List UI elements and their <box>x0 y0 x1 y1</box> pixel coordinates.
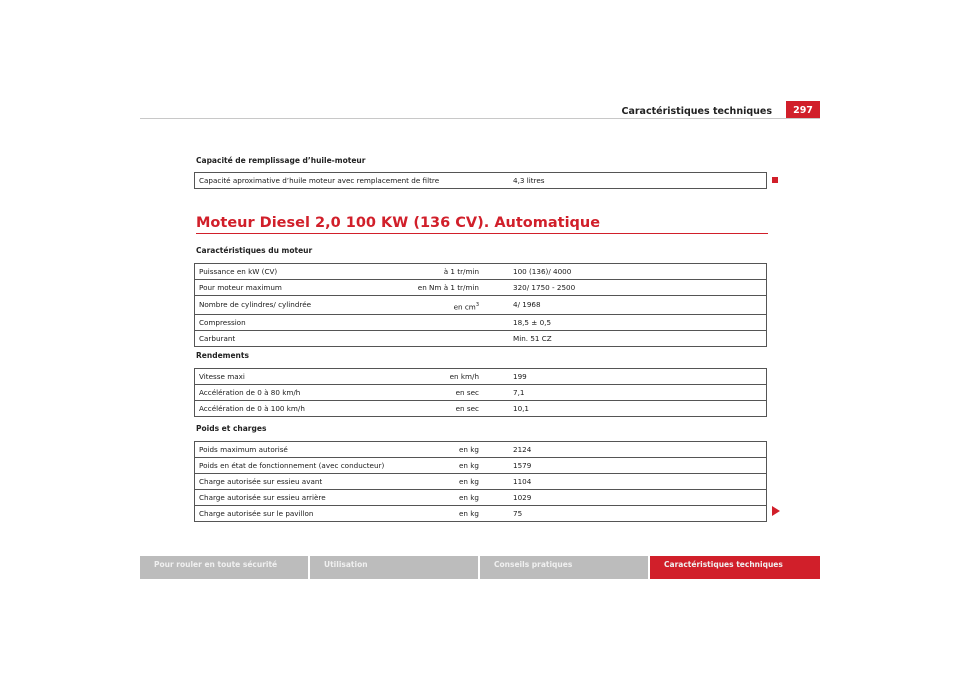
row-label: Charge autorisée sur essieu avant <box>199 477 323 486</box>
row-value: 199 <box>513 372 527 381</box>
row-unit: en sec <box>455 404 479 413</box>
row-label: Poids maximum autorisé <box>199 445 288 454</box>
row-label: Pour moteur maximum <box>199 283 282 292</box>
row-value: 1579 <box>513 461 532 470</box>
row-label: Accélération de 0 à 100 km/h <box>199 404 305 413</box>
row-label: Carburant <box>199 334 236 343</box>
row-value: 7,1 <box>513 388 525 397</box>
page-header-title: Caractéristiques techniques <box>621 106 772 117</box>
table-row <box>195 489 766 505</box>
row-label: Poids en état de fonctionnement (avec conducteur) <box>199 461 385 470</box>
row-label: Nombre de cylindres/ cylindrée <box>199 300 312 309</box>
weights-heading: Poids et charges <box>196 424 267 433</box>
row-value: 100 (136)/ 4000 <box>513 267 572 276</box>
continue-arrow-icon <box>772 506 780 516</box>
row-label: Accélération de 0 à 80 km/h <box>199 388 301 397</box>
footer-tab-tips[interactable]: Conseils pratiques <box>480 556 648 579</box>
row-value: 4/ 1968 <box>513 300 541 309</box>
table-row <box>195 314 766 330</box>
row-unit: en kg <box>459 509 479 518</box>
table-row <box>195 505 766 521</box>
table-row <box>195 264 766 279</box>
end-of-section-marker <box>772 177 778 183</box>
row-value: 10,1 <box>513 404 530 413</box>
weights-table <box>194 441 767 522</box>
row-unit: en kg <box>459 445 479 454</box>
oil-capacity-table <box>194 172 767 189</box>
row-label: Capacité aproximative d’huile moteur avec remplacement de filtre <box>199 176 440 185</box>
row-value: 1029 <box>513 493 532 502</box>
section-title: Moteur Diesel 2,0 100 KW (136 CV). Automatique <box>196 215 601 231</box>
engine-table <box>194 263 767 347</box>
row-label: Charge autorisée sur le pavillon <box>199 509 314 518</box>
page-number: 297 <box>786 101 820 119</box>
row-label: Compression <box>199 318 246 327</box>
row-value: 2124 <box>513 445 532 454</box>
row-value: 75 <box>513 509 523 518</box>
row-unit: en Nm à 1 tr/min <box>417 283 479 292</box>
table-row <box>195 442 766 457</box>
row-label: Charge autorisée sur essieu arrière <box>199 493 326 502</box>
row-value: Min. 51 CZ <box>513 334 552 343</box>
row-unit: en kg <box>459 477 479 486</box>
footer-tab-safety[interactable]: Pour rouler en toute sécurité <box>140 556 308 579</box>
table-row <box>195 384 766 400</box>
table-row <box>195 295 766 314</box>
row-unit: en km/h <box>449 372 479 381</box>
row-value: 18,5 ± 0,5 <box>513 318 552 327</box>
footer-tab-usage[interactable]: Utilisation <box>310 556 478 579</box>
header-divider <box>140 118 820 119</box>
row-unit: en kg <box>459 461 479 470</box>
oil-capacity-heading: Capacité de remplissage d’huile-moteur <box>196 156 366 165</box>
performance-table <box>194 368 767 417</box>
performance-heading: Rendements <box>196 351 249 360</box>
table-row <box>195 400 766 416</box>
engine-heading: Caractéristiques du moteur <box>196 246 313 255</box>
unit-superscript: 3 <box>475 302 479 308</box>
row-value: 4,3 litres <box>513 176 545 185</box>
row-label: Vitesse maxi <box>199 372 245 381</box>
row-label: Puissance en kW (CV) <box>199 267 278 276</box>
row-unit: à 1 tr/min <box>443 267 479 276</box>
table-row <box>195 279 766 295</box>
table-row <box>195 173 766 188</box>
row-unit-text: en cm <box>453 302 476 312</box>
row-value: 320/ 1750 - 2500 <box>513 283 576 292</box>
table-row <box>195 369 766 384</box>
section-divider <box>196 233 768 234</box>
table-row <box>195 457 766 473</box>
row-value: 1104 <box>513 477 532 486</box>
row-unit: en sec <box>455 388 479 397</box>
table-row <box>195 473 766 489</box>
row-unit-with-superscript <box>454 302 479 311</box>
table-row <box>195 330 766 346</box>
row-unit: en kg <box>459 493 479 502</box>
footer-tab-technical[interactable]: Caractéristiques techniques <box>650 556 820 579</box>
